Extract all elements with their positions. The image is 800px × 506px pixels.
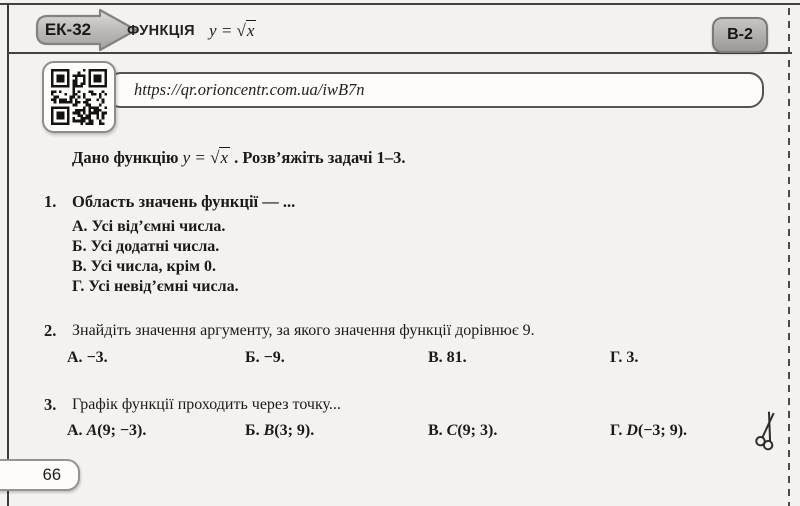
question-1-text: Область значень функції — ... [72,192,296,211]
question-2-text: Знайдіть значення аргументу, за якого значення функції дорівнює 9. [72,322,535,339]
option-a: А. A(9; −3). [67,422,147,439]
title-word: ФУНКЦІЯ [127,23,196,39]
radical-sign: √ [236,21,246,40]
title-formula: y = √x [209,21,255,40]
intro-sentence: Дано функцію y = √x . Розв’яжіть задачі 1–3. [72,148,406,167]
question-3-number: 3. [44,395,57,414]
option-b: Б. −9. [245,349,285,366]
top-rule-line [0,3,800,5]
qr-url-text: https://qr.orioncentr.com.ua/iwB7n [134,80,365,99]
page-number-badge: 66 [0,459,80,491]
lesson-code: ЕК-32 [44,20,92,39]
option-a: А. −3. [67,349,108,366]
dashed-cut-line [788,8,790,506]
option-g: Г. 3. [610,349,639,366]
scissors-icon [748,407,788,453]
intro-formula: y = √x [182,148,228,167]
variant-badge: В-2 [712,17,768,53]
option-b: Б. B(3; 9). [245,422,315,439]
option-v: В. 81. [428,349,467,366]
option-a: А. Усі від’ємні числа. [72,218,226,235]
question-1-options [72,217,239,297]
option-g: Г. D(−3; 9). [610,422,688,439]
qr-code [42,61,116,133]
radical-sign: √ [210,148,220,167]
question-3-text: Графік функції проходить через точку... [72,396,341,413]
qr-url-bar [106,72,764,108]
question-1-number: 1. [44,192,57,211]
option-v: В. Усі числа, крім 0. [72,258,217,275]
option-v: В. C(9; 3). [428,422,498,439]
question-2-number: 2. [44,321,57,340]
page-title [127,19,256,43]
option-g: Г. Усі невід’ємні числа. [72,278,239,295]
option-b: Б. Усі додатні числа. [72,238,220,255]
left-rule-line [7,3,9,506]
header-rule-line [8,52,792,54]
